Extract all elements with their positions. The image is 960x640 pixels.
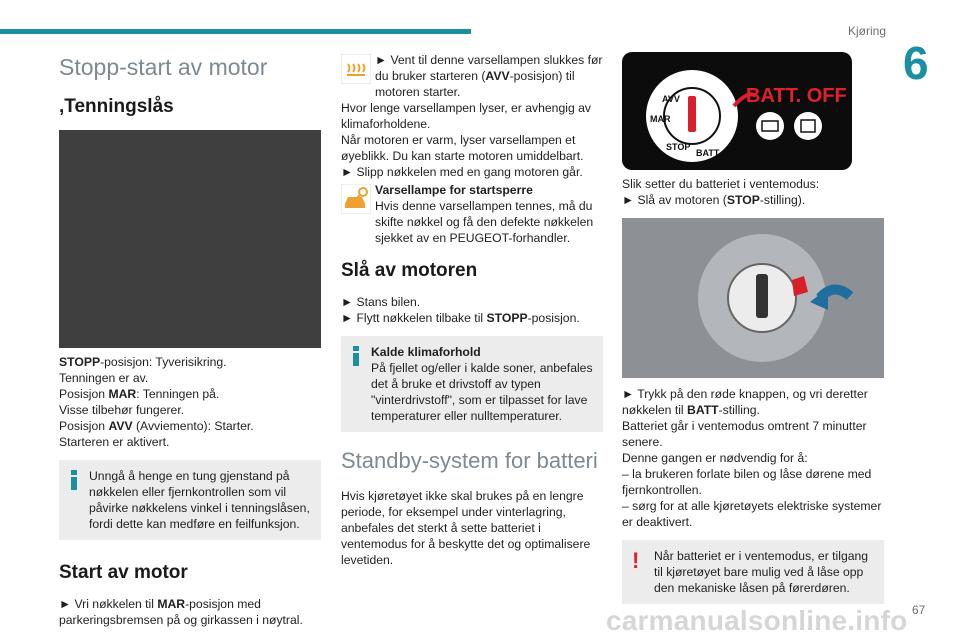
warning-text: Når batteriet er i ventemodus, er tilgang til kjøretøyet bare mulig ved å låse opp den mekaniske låsen på førerdøren.	[654, 549, 869, 595]
text-line: STOPP-posisjon: Tyverisikring.	[59, 355, 227, 369]
warning-box	[622, 540, 884, 604]
ring-label-mar: MAR	[650, 114, 671, 124]
column-right	[622, 52, 884, 618]
section-heading-stop: Slå av motoren	[341, 260, 478, 281]
ignition-image	[59, 130, 321, 348]
chapter-accent-bar	[0, 29, 471, 34]
key-switch-graphic	[622, 52, 852, 170]
chapter-number: 6	[903, 37, 929, 89]
info-text: På fjellet og/eller i kalde soner, anbefales det å bruke et drivstoff av typen "vinterdrivstoff", som er tilpasset for lave temperaturer eller nulltemperaturer.	[371, 361, 593, 423]
text-line: – la brukeren forlate bilen og låse dørene med fjernkontrollen.	[622, 467, 872, 497]
page-title: Stopp-start av motor	[59, 54, 268, 80]
section-heading-standby: Standby-system for batteri	[341, 448, 598, 473]
text-line: Visse tilbehør fungerer.	[59, 403, 185, 417]
page-number: 67	[912, 603, 926, 617]
text-line: Starteren er aktivert.	[59, 435, 170, 449]
ring-label-batt: BATT	[696, 148, 720, 158]
info-icon	[67, 470, 81, 490]
section-heading-ignition: ,Tenningslås	[59, 96, 174, 117]
watermark: carmanualsonline.info	[606, 605, 908, 636]
key-switch-photo	[622, 218, 884, 378]
text-line: ► Trykk på den røde knappen, og vri deretter nøkkelen til BATT-stilling.	[622, 387, 868, 417]
cold-climate-box	[341, 336, 603, 432]
standby-text: Hvis kjøretøyet ikke skal brukes på en lengre periode, for eksempel under vinterlagring, anbefales det sterkt å sette batteriet i ventemodus for å beskytte det og optimalisere levetiden.	[341, 489, 591, 567]
ring-label-avv: AVV	[662, 94, 680, 104]
info-title: Kalde klimaforhold	[371, 345, 481, 359]
text-line: ► Stans bilen.	[341, 295, 421, 309]
text-line: Batteriet går i ventemodus omtrent 7 minutter senere.	[622, 419, 867, 449]
info-icon	[349, 346, 363, 366]
text-line: ► Slipp nøkkelen med en gang motoren går.	[341, 165, 583, 179]
info-box	[59, 460, 321, 540]
column-middle	[341, 52, 603, 568]
immobiliser-lamp-block: Varsellampe for startsperre Hvis denne varsellampen tennes, må du skifte nøkkel og få den defekte nøkkelen sjekket av en PEUGEOT-forhandler.	[341, 182, 603, 246]
text-line: Når motoren er varm, lyser varsellampen et øyeblikk. Du kan starte motoren umiddelbart.	[341, 133, 584, 163]
chapter-label: Kjøring	[847, 24, 886, 38]
text-line: Posisjon AVV (Avviemento): Starter.	[59, 419, 254, 433]
preheat-warning-icon	[341, 54, 371, 84]
battery-off-illustration	[622, 52, 852, 170]
text-line: Slik setter du batteriet i ventemodus:	[622, 177, 820, 191]
section-heading-start: Start av motor	[59, 562, 188, 583]
warning-icon: !	[632, 548, 640, 573]
column-left	[59, 52, 321, 628]
text-line: Tenningen er av.	[59, 371, 149, 385]
text-line: – sørg for at alle kjøretøyets elektriske systemer er deaktivert.	[622, 499, 882, 529]
info-text: Unngå å henge en tung gjenstand på nøkkelen eller fjernkontrollen som vil påvirke nøkkelens vinkel i tenningslåsen, fordi dette kan medføre en feilfunksjon.	[89, 469, 310, 531]
lamp-title: Varsellampe for startsperre	[375, 183, 533, 197]
text-line: ► Vri nøkkelen til MAR-posisjon med parkeringsbremsen på og girkassen i nøytral.	[59, 597, 303, 627]
ring-label-stop: STOP	[666, 142, 691, 152]
text-line: ► Flytt nøkkelen tilbake til STOPP-posisjon.	[341, 311, 580, 325]
text-line: Posisjon MAR: Tenningen på.	[59, 387, 220, 401]
batt-off-label: BATT. OFF	[746, 85, 847, 107]
preheat-lamp-block: ► Vent til denne varsellampen slukkes før du bruker starteren (AVV-posisjon) til motoren starter.	[341, 52, 603, 100]
immobiliser-warning-icon	[341, 184, 371, 214]
text-line: Denne gangen er nødvendig for å:	[622, 451, 808, 465]
text-line: Hvor lenge varsellampen lyser, er avhengig av klimaforholdene.	[341, 101, 591, 131]
text-line: ► Slå av motoren (STOP-stilling).	[622, 193, 806, 207]
